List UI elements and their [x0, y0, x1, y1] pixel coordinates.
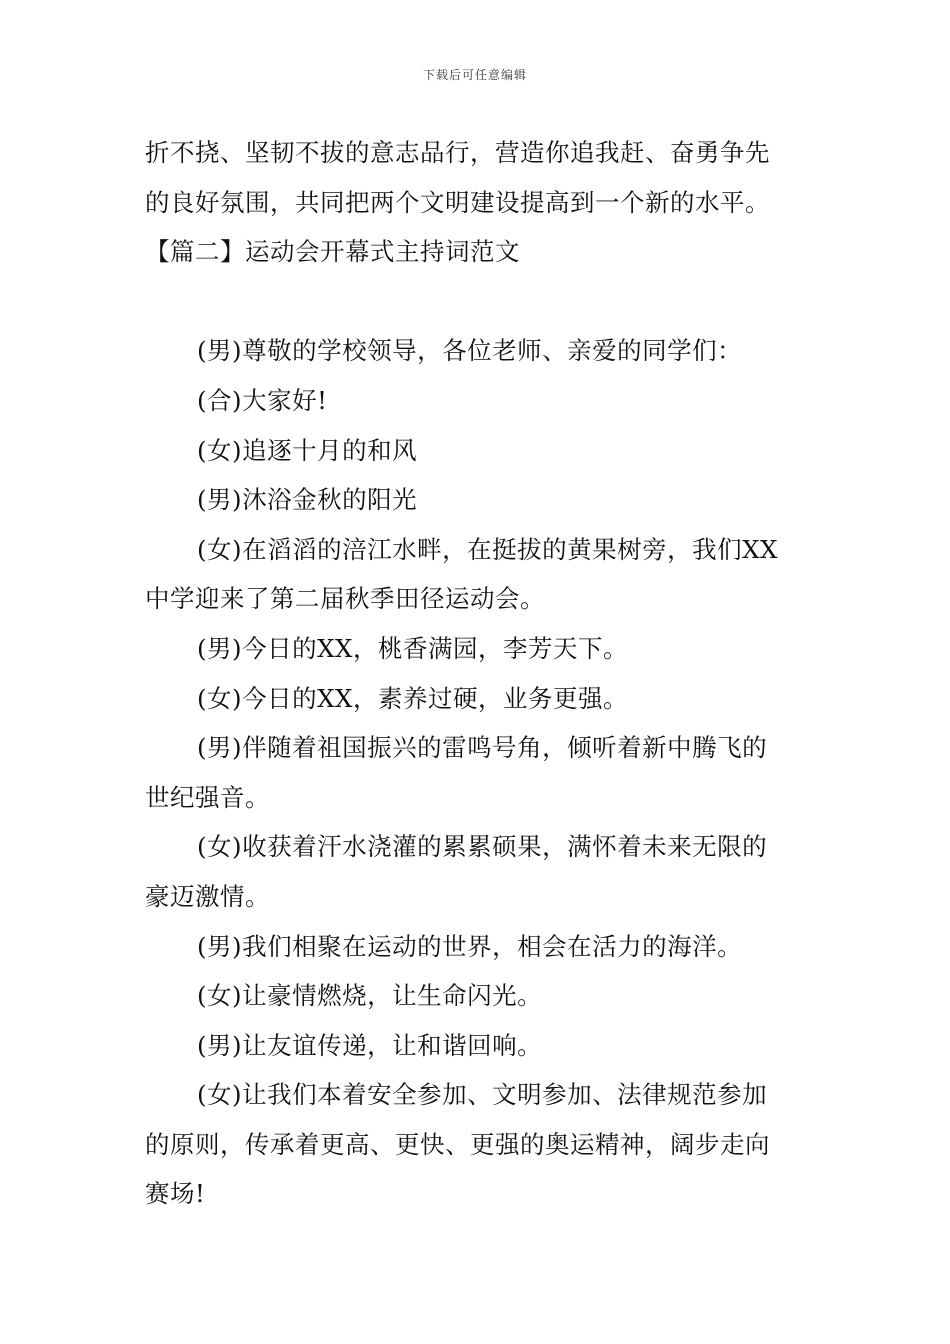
paragraph-line: (男)我们相聚在运动的世界，相会在活力的海洋。 — [197, 931, 743, 961]
paragraph-line: (男)让友谊传递，让和谐回响。 — [197, 1030, 543, 1060]
paragraph-line: (女)让我们本着安全参加、文明参加、法律规范参加 — [197, 1080, 768, 1110]
paragraph-line: (合)大家好! — [197, 385, 328, 415]
paragraph-line: (女)让豪情燃烧，让生命闪光。 — [197, 981, 543, 1011]
page-header-note: 下载后可任意编辑 — [422, 68, 527, 82]
paragraph-line: (女)追逐十月的和风 — [197, 435, 418, 465]
paragraph-line: 折不挠、坚韧不拔的意志品行，营造你追我赶、奋勇争先 — [145, 138, 770, 167]
paragraph-line: 的良好氛围，共同把两个文明建设提高到一个新的水平。 — [145, 187, 770, 217]
paragraph-line: 世纪强音。 — [145, 782, 270, 812]
paragraph-line: (男)尊敬的学校领导，各位老师、亲爱的同学们： — [197, 336, 743, 366]
paragraph-line: 的原则，传承着更高、更快、更强的奥运精神，阔步走向 — [145, 1129, 770, 1159]
paragraph-line: (男)今日的XX，桃香满园，李芳天下。 — [197, 633, 628, 663]
blank-line — [145, 277, 810, 327]
document-body — [145, 128, 810, 1219]
paragraph-line: 中学迎来了第二届秋季田径运动会。 — [145, 584, 545, 614]
paragraph-line: (女)收获着汗水浇灌的累累硕果，满怀着未来无限的 — [197, 832, 768, 862]
paragraph-line: 赛场! — [145, 1179, 206, 1209]
paragraph-line: 豪迈激情。 — [145, 881, 270, 911]
paragraph-line: (男)伴随着祖国振兴的雷鸣号角，倾听着新中腾飞的 — [197, 733, 768, 763]
paragraph-line: (女)在滔滔的涪江水畔，在挺拔的黄果树旁，我们XX — [197, 534, 778, 564]
paragraph-line: (女)今日的XX，素养过硬，业务更强。 — [197, 683, 628, 713]
section-heading: 【篇二】运动会开幕式主持词范文 — [145, 237, 520, 267]
paragraph-line: (男)沐浴金秋的阳光 — [197, 485, 418, 515]
